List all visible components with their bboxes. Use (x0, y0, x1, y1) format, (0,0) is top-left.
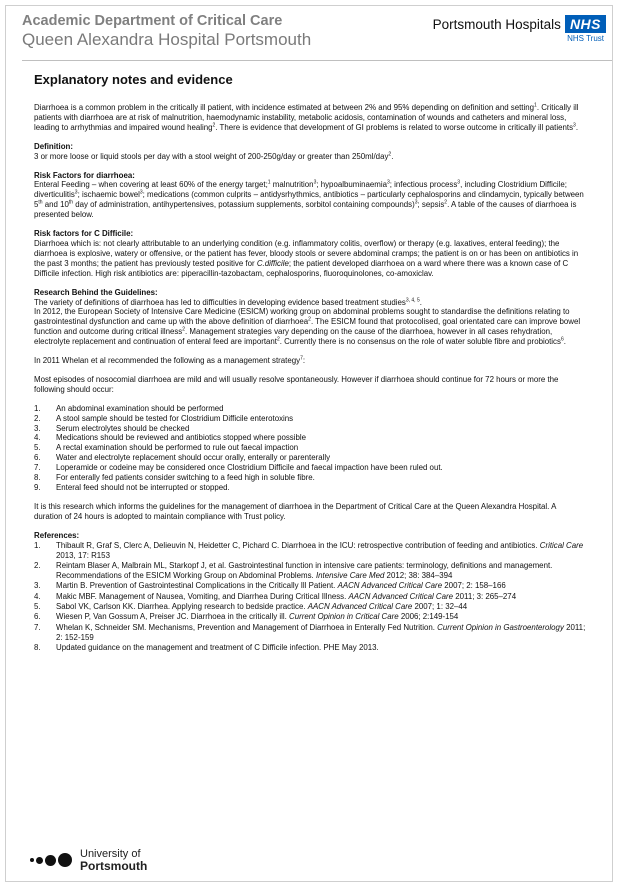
text: . (575, 122, 579, 132)
reference-item (34, 541, 586, 561)
ref-text (56, 592, 586, 602)
cdiff-paragraph (34, 239, 586, 279)
item-number: 2. (34, 413, 41, 423)
list-item (34, 414, 586, 424)
item-text: Medications should be reviewed and antibiotics stopped where possible (56, 433, 307, 443)
reference-item (34, 623, 586, 643)
citation: 3 (573, 122, 576, 129)
item-number: 4. (34, 433, 41, 443)
ref-number: 8. (34, 643, 41, 653)
ref-volume: 2012; 38: 384–394 (384, 570, 453, 580)
ref-journal: Current Opinion in Critical Care (289, 612, 399, 622)
text: The variety of definitions of diarrhoea has led to difficulties in developing evidence based treatment studies (34, 297, 406, 307)
definition-paragraph (34, 152, 586, 162)
list-item (34, 433, 586, 443)
strategy-list (34, 404, 586, 493)
reference-item (34, 643, 586, 653)
trust-subtitle: NHS Trust (567, 34, 604, 43)
ref-number: 3. (34, 581, 41, 591)
text: Diarrhoea is a common problem in the critically ill patient, with incidence estimated at between 2% and 95% depending on definition and setting (34, 103, 535, 112)
citation: 1 (267, 179, 271, 186)
item-text: Loperamide or codeine may be considered once Clostridium Difficile and faecal impaction have been ruled out. (56, 463, 443, 473)
citation: 3, 4, 5 (405, 296, 420, 303)
ref-text (56, 541, 586, 561)
ref-text (56, 612, 586, 622)
ref-text (56, 581, 586, 591)
ref-body: Thibault R, Graf S, Clerc A, Delieuvin N, Heidetter C, Pichard C. Diarrhoea in the ICU: retrospective contribution of feeding and antibiotics. (56, 540, 540, 550)
item-text: A rectal examination should be performed to rule out faecal impaction (56, 443, 299, 453)
ref-journal: Current Opinion in Gastroenterology (437, 622, 564, 632)
university-dots-icon (30, 853, 74, 867)
item-number: 6. (34, 453, 41, 463)
item-text: Water and electrolyte replacement should occur orally, enterally or parenterally (56, 453, 331, 463)
ref-body: Wiesen P, Van Gossum A, Preiser JC. Diarrhoea in the critically ill. (56, 612, 290, 622)
citation: 2 (308, 316, 311, 323)
text: : (302, 356, 306, 366)
text: ; medications (common culprits – antidysrhythmics, antibiotics – particularly cephalosporins and clindamycin, typically between 5 (34, 190, 584, 210)
ref-journal: AACN Advanced Critical Care (307, 602, 413, 612)
citation: 7 (300, 355, 303, 362)
citation: 3 (74, 189, 78, 196)
text: ; infectious process (389, 180, 458, 190)
ref-body: Makic MBF. Management of Nausea, Vomiting, and Diarrhea During Critical Illness. (56, 591, 349, 601)
ref-journal: AACN Advanced Critical Care (337, 581, 443, 591)
nhs-logo-icon: NHS (565, 15, 606, 33)
text: day of administration, antihypertensives, potassium supplements, sorbitol containing compounds) (73, 200, 415, 210)
citation: 1 (534, 102, 537, 109)
text: 3 or more loose or liquid stools per day with a stool weight of 200-250g/day or greater than 250ml/day (34, 151, 389, 161)
header-divider (22, 60, 612, 61)
ref-volume: 2011; 3: 265–274 (453, 591, 517, 601)
ref-text (56, 643, 586, 653)
italic-text: C.difficile (256, 258, 289, 268)
item-text: An abdominal examination should be performed (56, 403, 224, 413)
list-item (34, 483, 586, 493)
text: ; the patient developed diarrhoea on a ward where there was a known case of C Difficile infection. High risk antibiotics are: piperacillin-tazobactam, cephalosporins, fluoroquinolones, co-amoxiclav. (34, 258, 569, 278)
reference-item (34, 581, 586, 591)
text: . There is evidence that development of GI problems is related to worse outcome in critically ill patients (215, 122, 574, 132)
ref-body: Updated guidance on the management and treatment of C Difficile infection. PHE May 2013. (56, 643, 379, 653)
text: Enteral Feeding – when covering at least 60% of the energy target; (34, 180, 268, 190)
list-item (34, 463, 586, 473)
text: Diarrhoea which is: not clearly attributable to an underlying condition (e.g. inflammatory colitis, overflow) or therapy (e.g. laxatives, enteral feeding); the diarrhoea is explosive, watery or offensive, or the patient has fever, bloody stools or severe abdominal cramps; the patient is on or has been on antibiotics in the past 3 months; the patient has previously tested positive for (34, 238, 579, 268)
text: In 2012, the European Society of Intensive Care Medicine (ESICM) working group on abdominal problems sought to standardise the definitions relating to gastrointestinal dysfunction and came up with the above definition of diarrhoea (34, 307, 570, 327)
closing-paragraph: It is this research which informs the guidelines for the management of diarrhoea in the Department of Critical Care at the Queen Alexandra Hospital. A duration of 24 hours is adopted to maintain compliance with Trust policy. (34, 501, 556, 521)
risk-factors-paragraph (34, 180, 586, 220)
citation: 3 (139, 189, 143, 196)
ref-journal: Intensive Care Med (315, 570, 385, 580)
item-number: 9. (34, 483, 41, 492)
ref-volume: 2013, 17: R153 (56, 550, 110, 560)
text: . (419, 297, 422, 307)
text: ; sepsis (417, 200, 445, 210)
ref-number: 5. (34, 602, 41, 612)
citation: 3 (313, 179, 317, 186)
item-text: For enterally fed patients consider switching to a feed high in soluble fibre. (56, 473, 315, 483)
citation: 2 (277, 336, 280, 343)
reference-item (34, 561, 586, 581)
reference-item (34, 602, 586, 612)
ref-text (56, 602, 586, 612)
episodes-paragraph: Most episodes of nosocomial diarrhoea are mild and will usually resolve spontaneously. However if diarrhoea should continue for 72 hours or more the following should occur: (34, 374, 559, 394)
hospital-name: Queen Alexandra Hospital Portsmouth (22, 30, 312, 49)
ref-body: Martin B. Prevention of Gastrointestinal Complications in the Critically Ill Patient. (56, 581, 338, 591)
item-text: A stool sample should be tested for Clostridium Difficile enterotoxins (56, 413, 294, 423)
text: , including Clostridium Difficile; diverticulitis (34, 180, 567, 200)
intro-paragraph (34, 103, 586, 133)
item-text: Serum electrolytes should be checked (56, 423, 190, 433)
page-header (22, 13, 612, 57)
ref-number: 4. (34, 591, 41, 601)
text: and 10 (42, 200, 69, 210)
whelan-paragraph (34, 356, 586, 366)
university-line1: University of (80, 848, 141, 860)
ref-text (56, 623, 586, 643)
text: . (391, 151, 394, 161)
ref-body: Reintam Blaser A, Malbrain ML, Starkopf J, et al. Gastrointestinal function in intensive care patients: terminology, definitions and management. Recommendations of the ESICM Working Group on Abdominal Problems. (56, 560, 553, 580)
reference-item (34, 592, 586, 602)
list-item (34, 404, 586, 414)
item-number: 8. (34, 473, 41, 483)
department-name: Academic Department of Critical Care (22, 13, 283, 29)
ref-volume: 2007; 1: 32–44 (412, 602, 468, 612)
research-paragraph (34, 298, 586, 348)
ref-text (56, 561, 586, 581)
cdiff-heading: Risk factors for C Difficile: (34, 229, 134, 239)
text: . A table of the causes of diarrhoea is presented below. (34, 200, 577, 220)
trust-name: Portsmouth Hospitals (432, 16, 561, 32)
reference-item (34, 612, 586, 622)
text: ; hypoalbuminaemia (316, 180, 387, 190)
ref-volume: 2006; 2:149-154 (398, 612, 459, 622)
ref-number: 6. (34, 612, 41, 622)
ref-volume: 2007; 2: 158–166 (442, 581, 506, 591)
nhs-trust-logo (433, 15, 606, 43)
citation: 2 (182, 326, 186, 333)
university-logo (30, 848, 147, 872)
research-heading: Research Behind the Guidelines: (34, 287, 158, 297)
text: . Currently there is no consensus on the role of water soluble fibre and probiotics (279, 337, 561, 347)
ref-number: 2. (34, 560, 41, 570)
ref-volume: 2011; 2: 152-159 (56, 622, 586, 642)
superscript: th (68, 199, 74, 206)
citation: 6 (560, 336, 564, 343)
list-item (34, 424, 586, 434)
document-body (34, 72, 586, 662)
ref-body: Whelan K, Schneider SM. Mechanisms, Prevention and Management of Diarrhoea in Enterally Fed Nutrition. (56, 622, 438, 632)
text: ; ischaemic bowel (77, 190, 140, 200)
list-item (34, 443, 586, 453)
definition-heading: Definition: (34, 141, 74, 151)
citation: 2 (444, 199, 448, 206)
university-line2: Portsmouth (80, 859, 148, 873)
text: In 2011 Whelan et al recommended the following as a management strategy (34, 356, 301, 366)
item-text: Enteral feed should not be interrupted or stopped. (56, 483, 230, 492)
ref-number: 7. (34, 622, 41, 632)
item-number: 7. (34, 463, 41, 473)
item-number: 5. (34, 443, 41, 453)
page-title: Explanatory notes and evidence (34, 72, 233, 87)
item-number: 3. (34, 423, 41, 433)
text: . The ESICM found that protocolised, goal orientated care can improve bowel function and outcome during critical illness (34, 317, 581, 337)
citation: 2 (212, 122, 216, 129)
ref-journal: AACN Advanced Critical Care (348, 591, 454, 601)
ref-body: Sabol VK, Carlson KK. Diarrhea. Applying research to bedside practice. (56, 602, 308, 612)
list-item (34, 473, 586, 483)
citation: 3 (414, 199, 418, 206)
list-item (34, 453, 586, 463)
ref-journal: Critical Care (539, 540, 584, 550)
citation: 2 (388, 151, 392, 157)
text: . Critically ill patients with diarrhoea are at risk of malnutrition, haemodynamic instability, metabolic acidosis, contamination of wounds and catheters and mineral loss, leading to arrhythmias and impaired wound healing (34, 103, 579, 132)
text: . (563, 337, 566, 347)
references-heading: References: (34, 530, 80, 540)
risk-factors-heading: Risk Factors for diarrhoea: (34, 170, 135, 180)
text: malnutrition (270, 180, 314, 190)
ref-number: 1. (34, 540, 41, 550)
item-number: 1. (34, 403, 41, 413)
superscript: th (38, 199, 43, 206)
citation: 3 (386, 179, 390, 186)
references-list (34, 541, 586, 653)
text: . Management strategies vary depending on the cause of the diarrhoea, however in all cases rehydration, electrolyte replacement and continuation of enteral feed are important (34, 327, 553, 347)
citation: 3 (457, 179, 461, 186)
